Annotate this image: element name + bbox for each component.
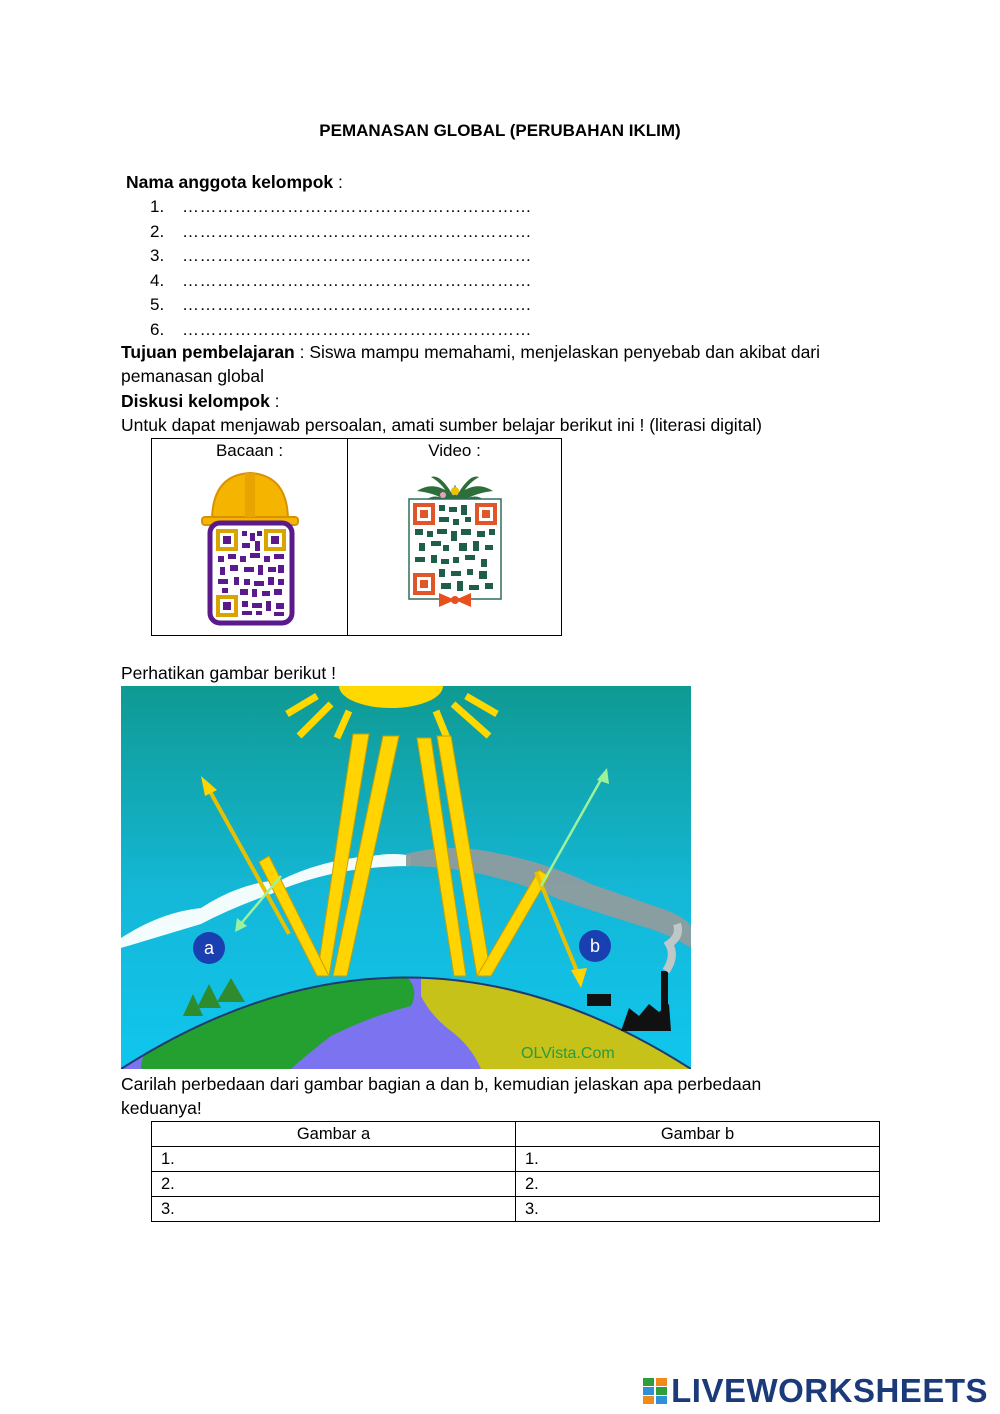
- tujuan-paragraph: [121, 340, 901, 388]
- answer-table: [151, 1121, 880, 1222]
- member-blank: ……………………………………………………: [182, 295, 532, 315]
- tujuan-label: Tujuan pembelajaran: [121, 342, 295, 362]
- answer-cell[interactable]: 2.: [152, 1172, 516, 1197]
- members-colon: :: [333, 172, 343, 192]
- question-line-1: Carilah perbedaan dari gambar bagian a dan b, kemudian jelaskan apa perbedaan: [121, 1074, 762, 1094]
- member-blank: ……………………………………………………: [182, 221, 532, 241]
- figure-caption: Perhatikan gambar berikut !: [121, 663, 336, 683]
- answer-cell[interactable]: 2.: [516, 1172, 880, 1197]
- question-line-2: keduanya!: [121, 1098, 202, 1118]
- label-b: b: [589, 936, 601, 956]
- tujuan-text-2: pemanasan global: [121, 366, 265, 386]
- liveworksheets-logo-icon: [643, 1378, 667, 1404]
- tujuan-text-1: : Siswa mampu memahami, menjelaskan penyebab dan akibat dari: [294, 342, 821, 362]
- members-list: [150, 195, 532, 342]
- watermark: OLVista.Com: [521, 1045, 615, 1062]
- liveworksheets-logo: [643, 1372, 988, 1410]
- answer-cell[interactable]: 1.: [152, 1147, 516, 1172]
- greenhouse-diagram: [121, 686, 691, 1069]
- member-number: 2.: [150, 221, 165, 241]
- member-number: 6.: [150, 319, 165, 339]
- video-label: Video :: [428, 441, 481, 460]
- diskusi-instruction: Untuk dapat menjawab persoalan, amati sumber belajar berikut ini ! (literasi digital): [121, 415, 763, 435]
- diskusi-heading: [121, 389, 280, 413]
- member-line[interactable]: [150, 293, 532, 318]
- member-line[interactable]: [150, 220, 532, 245]
- greenhouse-figure: [121, 686, 691, 1069]
- member-number: 3.: [150, 246, 165, 266]
- member-blank: ……………………………………………………: [182, 270, 532, 290]
- label-a: a: [203, 938, 215, 958]
- answer-cell[interactable]: 3.: [152, 1197, 516, 1222]
- page-title: PEMANASAN GLOBAL (PERUBAHAN IKLIM): [319, 121, 681, 140]
- header-gambar-b: Gambar b: [516, 1122, 880, 1147]
- video-qr-code[interactable]: [395, 469, 515, 609]
- resources-table: [151, 438, 562, 636]
- member-line[interactable]: [150, 195, 532, 220]
- member-blank: ……………………………………………………: [182, 246, 532, 266]
- member-blank: ……………………………………………………: [182, 197, 532, 217]
- members-heading: [126, 170, 343, 194]
- diskusi-colon: :: [269, 391, 280, 411]
- member-line[interactable]: [150, 269, 532, 294]
- member-number: 5.: [150, 295, 165, 315]
- question-paragraph: [121, 1072, 921, 1120]
- answer-cell[interactable]: 1.: [516, 1147, 880, 1172]
- member-number: 4.: [150, 270, 165, 290]
- member-blank: ……………………………………………………: [182, 319, 532, 339]
- member-line[interactable]: [150, 244, 532, 269]
- liveworksheets-logo-text: LIVEWORKSHEETS: [671, 1372, 988, 1409]
- diskusi-label: Diskusi kelompok: [121, 391, 270, 411]
- video-cell: [348, 439, 562, 636]
- bacaan-cell: [152, 439, 348, 636]
- bacaan-qr-code[interactable]: [190, 461, 310, 626]
- bacaan-label: Bacaan :: [215, 441, 284, 460]
- member-line[interactable]: [150, 318, 532, 343]
- members-label: Nama anggota kelompok: [126, 172, 334, 192]
- header-gambar-a: Gambar a: [152, 1122, 516, 1147]
- answer-cell[interactable]: 3.: [516, 1197, 880, 1222]
- member-number: 1.: [150, 197, 165, 217]
